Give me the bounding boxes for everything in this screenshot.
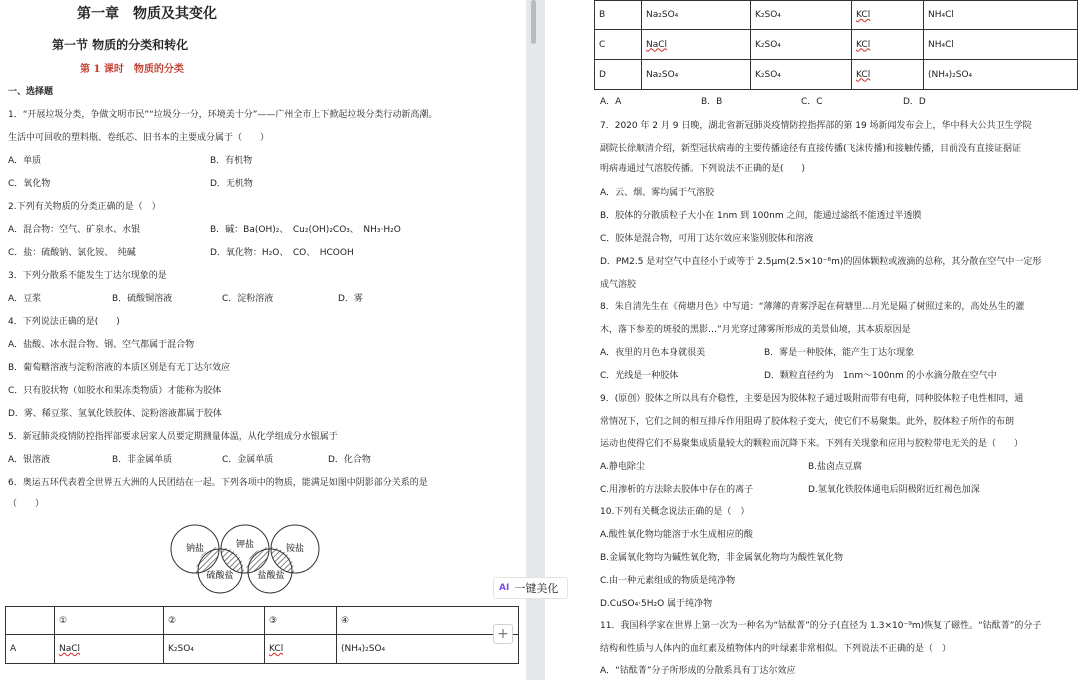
q9-text: 9．(原创）胶体之所以具有介稳性，主要是因为胶体粒子通过吸附而带有电荷，同种胶体粒子电性相同，通: [600, 394, 1024, 404]
q7-text: 7．2020 年 2 月 9 日晚，湖北省新冠肺炎疫情防控指挥部的第 19 场新闻发布会上，华中科大公共卫生学院: [600, 121, 1032, 131]
table-cell: K₂SO₄: [751, 30, 852, 60]
beautify-button[interactable]: [493, 577, 568, 599]
q1-text: 1．“开展垃圾分类，争做文明市民”“垃圾分一分，环境美十分”——广州全市上下掀起垃圾分类行动新高潮。: [8, 110, 438, 120]
q6-options-table-cont: [594, 0, 1078, 90]
table-cell: NaCl: [642, 30, 751, 60]
q10-option-a: A.酸性氧化物均能溶于水生成相应的酸: [600, 530, 753, 540]
table-cell: B: [595, 1, 642, 30]
q2-option-a: A．混合物：空气、矿泉水、水银: [8, 225, 141, 235]
section-title: 第一节 物质的分类和转化: [52, 38, 189, 52]
q3-option-a: A．豆浆: [8, 294, 42, 304]
table-cell: ②: [164, 607, 265, 635]
q5-option-a: A．银溶液: [8, 455, 51, 465]
table-cell: (NH₄)₂SO₄: [337, 635, 519, 664]
q4-option-b: B．葡萄糖溶液与淀粉溶液的本质区别是有无丁达尔效应: [8, 363, 231, 373]
q11-option-a: A．“钴酞菁”分子所形成的分散系具有丁达尔效应: [600, 666, 796, 676]
table-cell: ④: [337, 607, 519, 635]
table-cell: NH₄Cl: [924, 30, 1078, 60]
table-row: [595, 60, 1078, 90]
q7-option-d: D．PM2.5 是对空气中直径小于或等于 2.5μm(2.5×10⁻⁶m)的固体颗粒或液滴的总称，其分散在空气中一定形: [600, 257, 1042, 267]
q6-text: 6．奥运五环代表着全世界五大洲的人民团结在一起。下列各项中的物质，能满足如图中阴影部分关系的是: [8, 478, 428, 488]
table-cell: KCl: [852, 1, 924, 30]
table-cell: Na₂SO₄: [642, 60, 751, 90]
q7-text-cont: 明病毒通过气溶胶传播。下列说法不正确的是( ): [600, 164, 806, 174]
q2-option-d: D．氧化物：H₂O、 CO、 HCOOH: [210, 248, 354, 258]
lesson-title: 第 1 课时 物质的分类: [80, 64, 184, 75]
table-cell: K₂SO₄: [751, 60, 852, 90]
q4-option-a: A．盐酸、冰水混合物、钢、空气都属于混合物: [8, 340, 195, 350]
q5-text: 5．新冠肺炎疫情防控指挥部要求居家人员要定期测量体温，从化学组成分水银属于: [8, 432, 338, 442]
venn-label-sulfate: 硫酸盐: [206, 571, 234, 581]
table-cell: A: [6, 635, 55, 664]
q5-option-c: C．金属单质: [222, 455, 274, 465]
q8-text-cont: 木，落下参差的斑驳的黑影…”月光穿过薄雾所形成的美景仙境，其本质原因是: [600, 325, 911, 335]
q1-option-d: D．无机物: [210, 179, 253, 189]
table-cell: K₂SO₄: [751, 1, 852, 30]
table-cell: ③: [265, 607, 337, 635]
table-cell: NaCl: [55, 635, 164, 664]
table-cell: KCl: [852, 60, 924, 90]
table-cell: NH₄Cl: [924, 1, 1078, 30]
q9-option-d: D.氢氧化铁胶体通电后阴极附近红褐色加深: [808, 485, 980, 495]
venn-label-chloride: 盐酸盐: [257, 571, 285, 581]
q2-option-b: B．碱：Ba(OH)₂、 Cu₂(OH)₂CO₃、 NH₃·H₂O: [210, 225, 401, 235]
q10-text: 10.下列有关概念说法正确的是（ ）: [600, 507, 750, 517]
q7-text-cont: 副院长徐顺清介绍，新型冠状病毒的主要传播途径有直接传播(飞沫传播)和接触传播，目前没有直接证据证: [600, 144, 1022, 154]
beautify-label: 一键美化: [514, 582, 559, 595]
q3-text: 3．下列分散系不能发生丁达尔现象的是: [8, 271, 167, 281]
q4-option-d: D．雾、稀豆浆、氢氧化铁胶体、淀粉溶液都属于胶体: [8, 409, 222, 419]
q6-options-table: [5, 606, 519, 664]
q8-option-b: B．雾是一种胶体，能产生丁达尔现象: [764, 348, 915, 358]
q3-option-b: B．硫酸铜溶液: [112, 294, 173, 304]
left-document-page: [0, 0, 526, 680]
table-header-row: [6, 607, 519, 635]
venn-label-ammonium-salt: 铵盐: [285, 544, 305, 554]
q5-option-d: D．化合物: [328, 455, 371, 465]
table-row: [595, 30, 1078, 60]
q9-text-cont: 运动也使得它们不易聚集成质量较大的颗粒而沉降下来。下列有关现象和应用与胶粒带电无关的是（ ）: [600, 439, 1024, 449]
q9-option-c: C.用渗析的方法除去胶体中存在的离子: [600, 485, 754, 495]
q9-option-a: A.静电除尘: [600, 462, 645, 472]
table-row: [595, 1, 1078, 30]
table-cell: [6, 607, 55, 635]
q2-text: 2.下列有关物质的分类正确的是（ ）: [8, 202, 161, 212]
q6-text-cont: （ ）: [8, 499, 45, 509]
q7-option-b: B．胶体的分散质粒子大小在 1nm 到 100nm 之间，能通过滤纸不能透过半透膜: [600, 211, 922, 221]
chapter-title: 第一章 物质及其变化: [77, 6, 217, 22]
q1-text-cont: 生活中可回收的塑料瓶、卷纸芯、旧书本的主要成分属于（ ）: [8, 133, 270, 143]
table-cell: KCl: [265, 635, 337, 664]
q8-option-a: A．夜里的月色本身就很美: [600, 348, 706, 358]
q4-option-c: C．只有胶状物（如胶水和果冻类物质）才能称为胶体: [8, 386, 222, 396]
q10-option-d: D.CuSO₄·5H₂O 属于纯净物: [600, 599, 713, 609]
olympic-rings-venn-diagram: [165, 524, 325, 594]
q1-option-a: A．单质: [8, 156, 42, 166]
table-cell: Na₂SO₄: [642, 1, 751, 30]
q10-option-b: B.金属氧化物均为碱性氧化物，非金属氧化物均为酸性氧化物: [600, 553, 844, 563]
scrollbar-thumb[interactable]: [531, 0, 536, 44]
q5-option-b: B．非金属单质: [112, 455, 173, 465]
q9-option-b: B.盐卤点豆腐: [808, 462, 863, 472]
q6-option-d: D．D: [903, 97, 926, 107]
venn-label-sodium-salt: 钠盐: [185, 544, 205, 554]
table-cell: KCl: [852, 30, 924, 60]
q8-option-d: D．颗粒直径约为 1nm～100nm 的小水滴分散在空气中: [764, 371, 997, 381]
q11-text-cont: 结构和性质与人体内的血红素及植物体内的叶绿素非常相似。下列说法不正确的是（ ）: [600, 644, 952, 654]
q2-option-c: C．盐：硫酸钠、氯化铵、 纯碱: [8, 248, 136, 258]
ai-icon: AI: [499, 583, 510, 593]
q7-option-c: C．胶体是混合物，可用丁达尔效应来鉴别胶体和溶液: [600, 234, 814, 244]
q3-option-c: C．淀粉溶液: [222, 294, 274, 304]
table-cell: (NH₄)₂SO₄: [924, 60, 1078, 90]
q6-option-b: B．B: [701, 97, 723, 107]
q11-text: 11．我国科学家在世界上第一次为一种名为“钴酞菁”的分子(直径为 1.3×10⁻⁹m)恢复了磁性。“钴酞菁”的分子: [600, 621, 1042, 631]
q9-text-cont: 常情况下，它们之间的相互排斥作用阻碍了胶体粒子变大，使它们不易聚集。此外，胶体粒子所作的布朗: [600, 417, 1015, 427]
q3-option-d: D．雾: [338, 294, 363, 304]
q7-option-a: A．云、烟、雾均属于气溶胶: [600, 188, 715, 198]
q4-text: 4．下列说法正确的是( ): [8, 317, 120, 327]
q1-option-b: B．有机物: [210, 156, 253, 166]
q10-option-c: C.由一种元素组成的物质是纯净物: [600, 576, 736, 586]
table-cell: ①: [55, 607, 164, 635]
table-cell: K₂SO₄: [164, 635, 265, 664]
part-heading: 一、选择题: [8, 87, 54, 97]
q1-option-c: C．氧化物: [8, 179, 51, 189]
right-document-page: [545, 0, 1080, 680]
table-cell: C: [595, 30, 642, 60]
q8-text: 8．朱自清先生在《荷塘月色》中写道：“薄薄的青雾浮起在荷塘里…月光是隔了树照过来的，高处丛生的灌: [600, 302, 1025, 312]
q6-option-a: A．A: [600, 97, 622, 107]
q8-option-c: C．光线是一种胶体: [600, 371, 679, 381]
table-row: [6, 635, 519, 664]
venn-label-potassium-salt: 钾盐: [235, 540, 255, 550]
add-button[interactable]: +: [493, 624, 513, 644]
q6-option-c: C．C: [801, 97, 823, 107]
table-cell: D: [595, 60, 642, 90]
q7-option-d-cont: 成气溶胶: [600, 280, 637, 290]
